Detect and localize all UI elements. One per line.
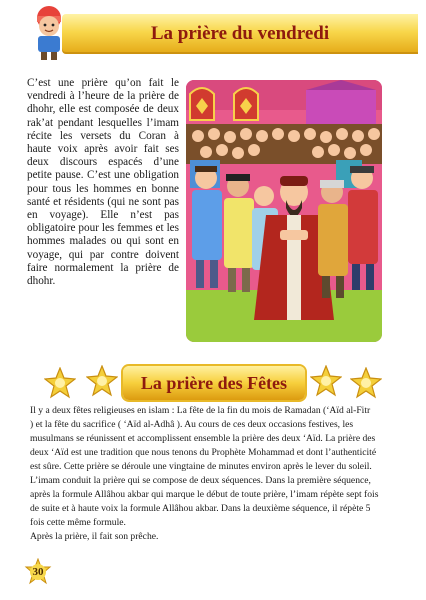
intro-line: récite les versets du Coran [27, 129, 175, 142]
section-title: La prière des Fêtes [140, 372, 288, 393]
body-line: après la formule Allâhou akbar qui marque le début de toute prière, l’imam répète sept fois [30, 489, 379, 500]
body-line: deux ‘Aïd est une tradition que nous tenons du Prophète Mohammad et dont l’authenticité [30, 447, 377, 458]
intro-line: hommes malades ou qui [27, 235, 146, 248]
window-icon [234, 88, 258, 120]
mascot-icon [24, 4, 74, 60]
intro-line: sont en voyage, qui par [27, 235, 179, 261]
page-title: La prière du vendredi [150, 23, 330, 44]
star-ornament-icon [310, 365, 342, 397]
star-ornament-icon [44, 367, 76, 399]
intro-line: Elle n’est pas obligatoire [27, 209, 179, 235]
intro-line: prière de dhohr, elle est [27, 90, 179, 116]
intro-line: tous les hommes en bonne [52, 182, 180, 195]
body-line: ) et la fête du sacrifice ( ‘Aïd al-Adhâ ). Au cours de ces deux occasions festives, les [30, 419, 354, 430]
body-line: L’imam conduit la prière qui se compose de deux séquences. Dans la première séquence, [30, 475, 371, 486]
body-line: fois cette même formule. [30, 517, 126, 528]
intro-line: à haute voix après avoir [27, 129, 179, 156]
feasts-paragraph [30, 404, 404, 544]
intro-line: C’est une prière qu’on fait [27, 77, 171, 89]
intro-line: composée de deux rak’at [27, 103, 179, 129]
intro-line: C’est une obligation pour [27, 169, 180, 195]
intro-line: pour les femmes et les [78, 222, 179, 235]
intro-line: normalement la prière de [54, 261, 179, 274]
intro-line: sont pas en voyage). [27, 195, 179, 222]
window-icon [190, 88, 214, 120]
star-ornament-icon [350, 367, 382, 399]
page-number: 30 [32, 566, 44, 578]
body-line: Après la prière, il fait son prêche. [30, 531, 159, 542]
body-line: est sûre. Cette prière se déroule une vingtaine de minutes environ après le lever du soleil. [30, 461, 372, 472]
intro-line: contre doivent faire [27, 248, 179, 274]
intro-line: pendant lesquelles l’imam [57, 116, 179, 129]
body-line: musulmans se réunissent et accomplissent ensemble la prière des deux ‘Aïd. La prière des [30, 433, 376, 444]
star-ornament-icon [86, 365, 118, 397]
friday-prayer-illustration [186, 80, 382, 342]
intro-line: espacés d’une petite pause. [27, 156, 179, 182]
intro-line: le vendredi à l’heure de la [27, 77, 179, 103]
body-line: de suite et à haute voix la formule Allâhou akbar. Dans la deuxième séquence, il répète 5 [30, 503, 371, 514]
intro-line: fait ses deux discours [27, 143, 179, 169]
intro-line: dhohr. [27, 275, 56, 288]
body-line: Il y a deux fêtes religieuses en islam : La fête de la fin du mois de Ramadan (‘Aïd al-Fitr [30, 405, 371, 416]
intro-paragraph [27, 77, 179, 288]
intro-line: santé et résidents (qui ne [27, 195, 143, 208]
